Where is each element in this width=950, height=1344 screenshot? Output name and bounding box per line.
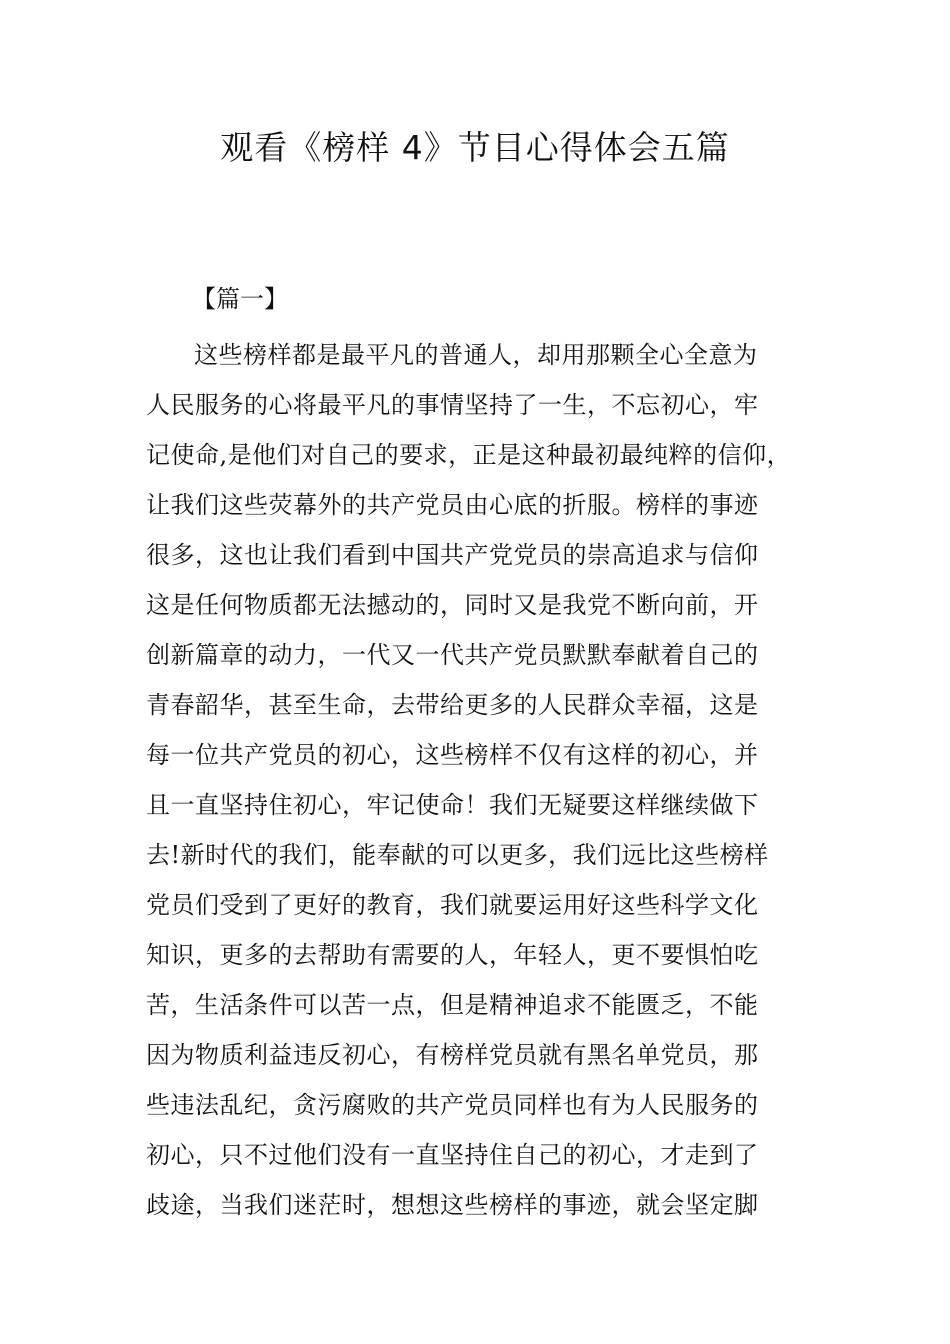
text-line: 初心，只不过他们没有一直坚持住自己的初心，才走到了 — [146, 1141, 759, 1169]
body-paragraph — [146, 330, 826, 1230]
text-line: 创新篇章的动力，一代又一代共产党员默默奉献着自己的 — [146, 641, 759, 669]
text-line: 且一直坚持住初心，牢记使命！我们无疑要这样继续做下 — [146, 791, 759, 819]
text-line: 因为物质利益违反初心，有榜样党员就有黑名单党员，那 — [146, 1041, 759, 1069]
text-line: 去!新时代的我们，能奉献的可以更多，我们远比这些榜样 — [146, 841, 769, 869]
text-line: 青春韶华，甚至生命，去带给更多的人民群众幸福，这是 — [146, 691, 759, 719]
text-line: 些违法乱纪，贪污腐败的共产党员同样也有为人民服务的 — [146, 1091, 759, 1119]
text-line: 这是任何物质都无法撼动的，同时又是我党不断向前，开 — [146, 591, 759, 619]
section-heading: 【篇一】 — [192, 285, 288, 313]
document-title: 观看《榜样 4》节目心得体会五篇 — [220, 128, 730, 167]
text-line: 知识，更多的去帮助有需要的人，年轻人，更不要惧怕吃 — [146, 941, 759, 969]
text-line: 每一位共产党员的初心，这些榜样不仅有这样的初心，并 — [146, 741, 759, 769]
text-line: 党员们受到了更好的教育，我们就要运用好这些科学文化 — [146, 891, 759, 919]
text-line: 很多，这也让我们看到中国共产党党员的崇高追求与信仰 — [146, 541, 759, 569]
text-line: 人民服务的心将最平凡的事情坚持了一生，不忘初心，牢 — [146, 391, 759, 419]
text-line: 让我们这些荧幕外的共产党员由心底的折服。榜样的事迹 — [146, 491, 759, 519]
text-line: 这些榜样都是最平凡的普通人，却用那颗全心全意为 — [194, 341, 758, 369]
text-line: 苦，生活条件可以苦一点，但是精神追求不能匮乏，不能 — [146, 991, 759, 1019]
text-line: 歧途，当我们迷茫时，想想这些榜样的事迹，就会坚定脚 — [146, 1191, 759, 1219]
text-line: 记使命,是他们对自己的要求，正是这种最初最纯粹的信仰， — [146, 441, 792, 469]
